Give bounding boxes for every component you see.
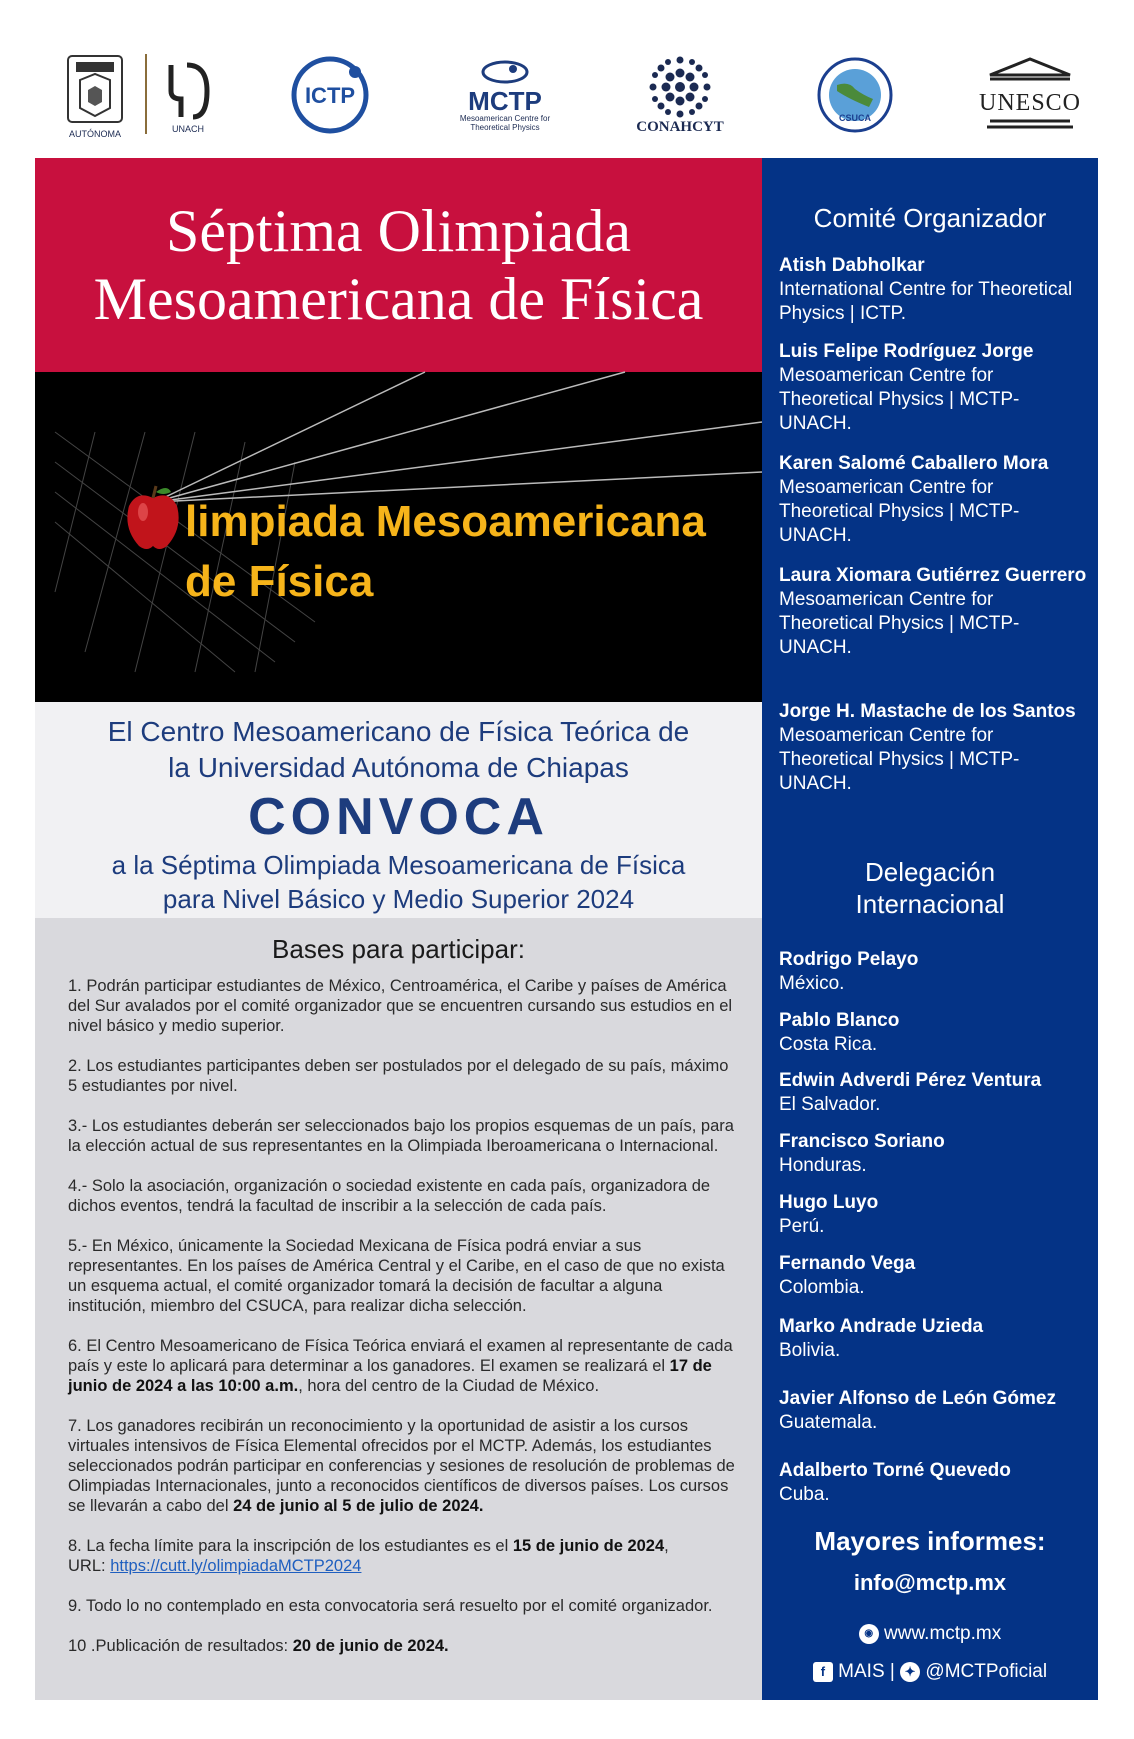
ictp-icon [289,54,371,136]
bases-section [35,918,762,1700]
delegate [779,1069,1089,1117]
bases-item-6 [68,1336,738,1396]
delegate-name: Marko Andrade Uzieda [779,1316,984,1337]
committee-member [779,340,1089,436]
member-affiliation: International Centre for Theoretical Physics | ICTP. [779,279,1073,324]
poster-title-line2: Mesoamericana de Física [93,266,704,332]
delegate-country: Colombia. [779,1277,865,1298]
globe-icon: ◉ [859,1624,879,1644]
contact-heading: Mayores informes: [814,1526,1046,1556]
committee-member [779,700,1089,796]
member-name: Luis Felipe Rodríguez Jorge [779,341,1034,362]
delegate-country: El Salvador. [779,1094,881,1115]
website-row [762,1623,1098,1645]
delegate-name: Rodrigo Pelayo [779,949,919,970]
delegate [779,1191,1089,1239]
conahcyt-dots-icon [648,55,712,119]
unach-50-logo [153,50,223,140]
delegate-country: Cuba. [779,1484,830,1505]
title-band [35,158,762,372]
contact-email[interactable]: info@mctp.mx [853,1570,1007,1595]
banner-text-line2: de Física [185,557,374,606]
delegate-country: Bolivia. [779,1340,841,1361]
convoca-section [35,702,762,918]
results-date: 20 de junio de 2024. [292,1637,449,1655]
delegate-country: México. [779,973,845,994]
delegate-name: Adalberto Torné Quevedo [779,1460,1011,1481]
bases-item-8 [68,1536,738,1576]
delegate-name: Pablo Blanco [779,1010,900,1031]
member-affiliation: Mesoamerican Centre for Theoretical Physics | MCTP-UNACH. [779,589,1020,658]
social-row [762,1661,1098,1683]
mctp-text: MCTP [468,86,542,117]
url-label: URL: [68,1557,111,1575]
delegate-name: Hugo Luyo [779,1192,879,1213]
bases-item-5: 5.- En México, únicamente la Sociedad Mexicana de Física podrá enviar a sus representantes. En los países de América Central y el Caribe, en el caso de que no exista un esquema actual, el comité organizador tomará la decisión de facultar a alguna institución, miembro del CSUCA, para realizar dicha selección. [68,1237,725,1315]
unach-seal-icon [60,50,130,130]
delegation-heading-line2: Internacional [855,889,1005,919]
bases-item-3: 3.- Los estudiantes deberán ser seleccionados bajo los propios esquemas de un país, para la elección actual de sus representantes en la Olimpiada Iberoamericana o Internacional. [68,1117,734,1155]
delegate-country: Costa Rica. [779,1034,878,1055]
csuca-logo [810,50,900,140]
unesco-text: UNESCO [978,90,1082,116]
delegate-name: Edwin Adverdi Pérez Ventura [779,1070,1042,1091]
committee-heading: Comité Organizador [813,203,1047,233]
logo-strip [35,30,1099,160]
delegate-country: Perú. [779,1216,825,1237]
member-affiliation: Mesoamerican Centre for Theoretical Physics | MCTP-UNACH. [779,477,1020,546]
bases-item-1: 1. Podrán participar estudiantes de México, Centroamérica, el Caribe y países de América del Sur avalados por el comité organizador que se encuentren cursando sus estudios en el nivel básico y medio superior. [68,977,733,1035]
poster-title-line1: Séptima Olimpiada [166,198,631,264]
delegate [779,1252,1089,1300]
committee-member [779,564,1089,660]
unach-logo [45,50,145,140]
bases-item-7-text: 7. Los ganadores recibirán un reconocimiento y la oportunidad de asistir a los cursos virtuales intensivos de Física Elemental ofrecidos por el MCTP. Además, los estudiantes seleccionados podrán participar en conferencias y sesiones de resolución de problemas de Olimpiadas Internacionales, junto a reconocidos científicos de diversos países. Los cursos se llevarán a cabo del [68,1417,735,1515]
member-name: Karen Salomé Caballero Mora [779,453,1049,474]
right-column [762,158,1098,1700]
delegation-heading-line1: Delegación [864,857,996,887]
bases-item-8-text: 8. La fecha límite para la inscripción de los estudiantes es el [68,1537,513,1555]
registration-link[interactable]: https://cutt.ly/olimpiadaMCTP2024 [110,1557,362,1575]
bases-item-10-text: 10 .Publicación de resultados: [68,1637,293,1655]
bases-item-8-comma: , [664,1537,669,1555]
bases-item-4: 4.- Solo la asociación, organización o sociedad existente en cada país, organizadora de dichos eventos, tendrá la facultad de inscribir a la selección de cada país. [68,1177,711,1215]
delegate [779,1009,1089,1057]
mctp-swirl-icon [475,57,535,87]
unesco-logo [980,50,1080,140]
twitter-handle[interactable]: @MCTPoficial [925,1661,1048,1682]
bases-list [68,976,738,1676]
member-name: Jorge H. Mastache de los Santos [779,701,1076,722]
unach-caption: AUTÓNOMA [68,129,121,140]
convoca-line1: El Centro Mesoamericano de Física Teórica de [107,716,690,747]
delegate [779,948,1089,996]
apple-icon [123,484,183,554]
unach-50-icon [163,55,213,125]
twitter-icon: ✦ [900,1662,920,1682]
delegate [779,1315,1089,1363]
olympiad-banner [35,372,762,702]
registration-deadline: 15 de junio de 2024 [512,1537,665,1555]
convoca-line3: a la Séptima Olimpiada Mesoamericana de Física [111,850,686,880]
delegate [779,1387,1089,1435]
member-name: Atish Dabholkar [779,255,925,276]
banner-text-line1: limpiada Mesoamericana [185,497,706,546]
logo-divider [145,54,147,134]
left-column [35,158,762,1700]
member-affiliation: Mesoamerican Centre for Theoretical Physics | MCTP-UNACH. [779,725,1020,794]
committee-member [779,254,1089,326]
mctp-caption: Mesoamerican Centre for Theoretical Physics [459,114,551,132]
ictp-logo [285,50,375,140]
member-name: Laura Xiomara Gutiérrez Guerrero [779,565,1087,586]
delegate-country: Honduras. [779,1155,867,1176]
bases-item-2: 2. Los estudiantes participantes deben ser postulados por el delegado de su país, máximo 5 estudiantes por nivel. [68,1057,729,1095]
convoca-heading: CONVOCA [248,788,549,846]
conahcyt-text: CONAHCYT [636,118,724,135]
bases-item-6-tail: , hora del centro de la Ciudad de México. [298,1377,600,1395]
csuca-text: CSUCA [838,113,872,123]
convoca-line2: la Universidad Autónoma de Chiapas [168,752,629,783]
bases-item-10 [68,1636,738,1656]
delegate [779,1130,1089,1178]
bases-heading: Bases para participar: [272,934,525,964]
delegate-name: Francisco Soriano [779,1131,945,1152]
mctp-logo [450,50,560,140]
delegate [779,1459,1089,1507]
facebook-handle[interactable]: MAIS | [838,1661,901,1682]
committee-member [779,452,1089,548]
delegate-name: Javier Alfonso de León Gómez [779,1388,1056,1409]
unesco-temple-icon [978,55,1082,135]
bases-item-6-text: 6. El Centro Mesoamericano de Física Teórica enviará el examen al representante de cada país y este lo aplicará para determinar a los ganadores. El examen se realizará el [68,1337,733,1375]
delegate-name: Fernando Vega [779,1253,916,1274]
member-affiliation: Mesoamerican Centre for Theoretical Physics | MCTP-UNACH. [779,365,1020,434]
bases-item-9: 9. Todo lo no contemplado en esta convocatoria será resuelto por el comité organizador. [68,1597,713,1615]
conahcyt-logo [625,50,735,140]
unach-50-caption: UNACH [171,124,204,135]
delegate-country: Guatemala. [779,1412,878,1433]
course-dates: 24 de junio al 5 de julio de 2024. [233,1497,484,1515]
ictp-text: ICTP [304,83,356,108]
csuca-seal-icon [815,55,895,135]
website-link[interactable]: www.mctp.mx [884,1623,1002,1644]
facebook-icon: f [813,1662,833,1682]
convoca-line4: para Nivel Básico y Medio Superior 2024 [162,884,635,914]
exam-date: 17 de junio de 2024 a las 10:00 a.m. [68,1357,712,1395]
bases-item-7 [68,1416,738,1516]
